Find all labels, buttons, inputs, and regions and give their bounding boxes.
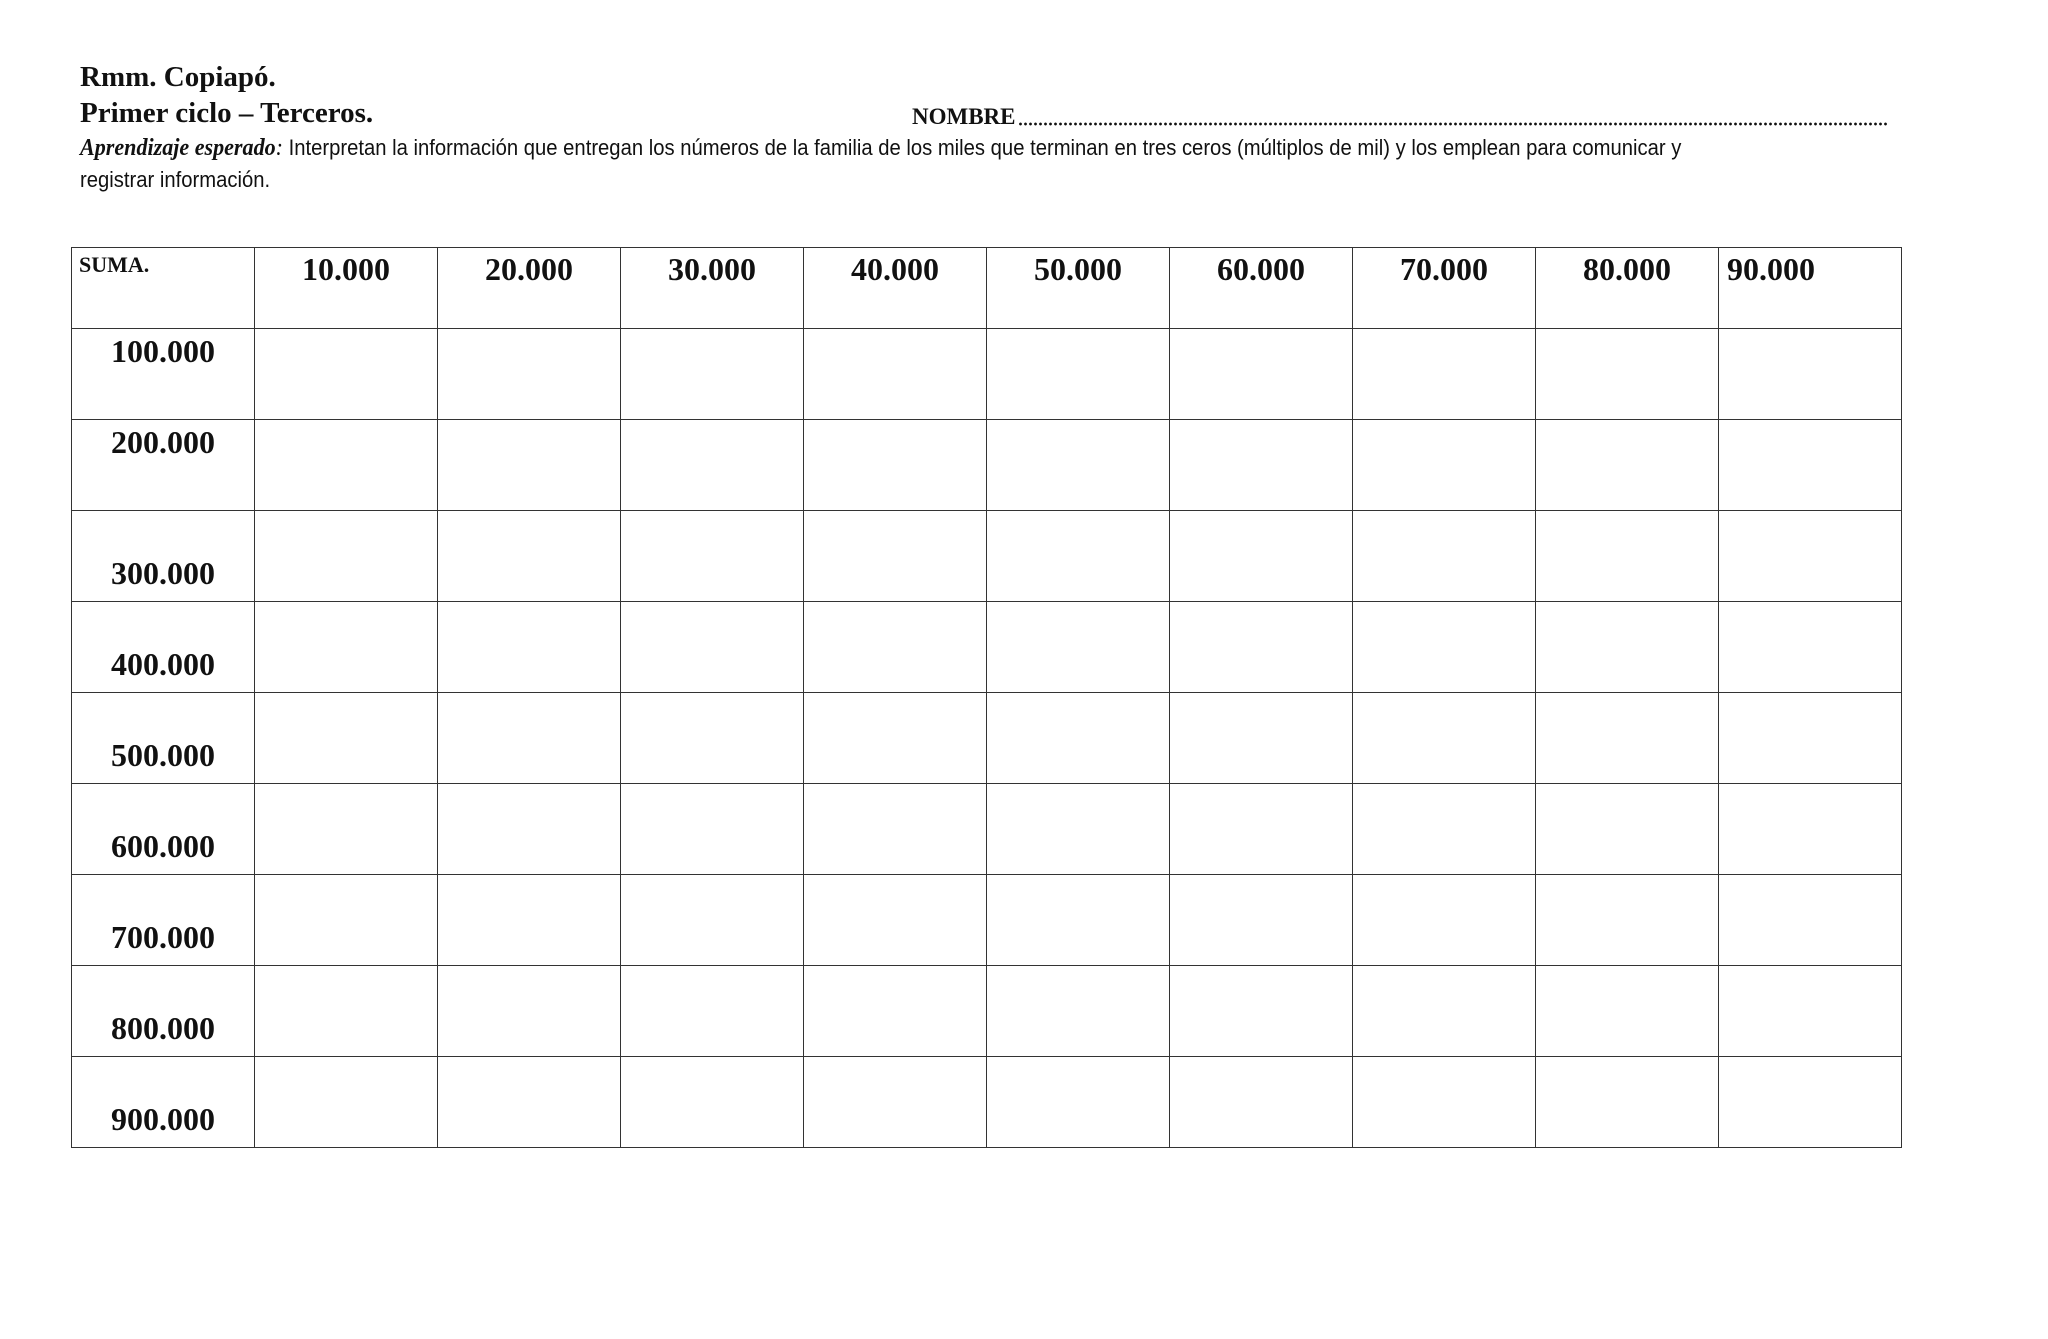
row-header-cell xyxy=(72,329,255,420)
answer-cell[interactable] xyxy=(1536,1057,1719,1148)
answer-cell[interactable] xyxy=(804,1057,987,1148)
answer-cell[interactable] xyxy=(1719,602,1902,693)
answer-cell[interactable] xyxy=(621,875,804,966)
table-header-row xyxy=(72,248,1902,329)
answer-cell[interactable] xyxy=(1353,511,1536,602)
answer-cell[interactable] xyxy=(987,875,1170,966)
answer-cell[interactable] xyxy=(621,329,804,420)
answer-cell[interactable] xyxy=(255,329,438,420)
row-header: 400.000 xyxy=(111,646,215,682)
school-name: Rmm. Copiapó. xyxy=(80,61,276,93)
answer-cell[interactable] xyxy=(987,420,1170,511)
answer-cell[interactable] xyxy=(1170,329,1353,420)
column-header-cell xyxy=(255,248,438,329)
column-header-cell xyxy=(1170,248,1353,329)
row-header: 500.000 xyxy=(111,737,215,773)
answer-cell[interactable] xyxy=(1353,1057,1536,1148)
column-header: 70.000 xyxy=(1400,251,1488,287)
table-row xyxy=(72,1057,1902,1148)
answer-cell[interactable] xyxy=(1170,602,1353,693)
answer-cell[interactable] xyxy=(804,784,987,875)
row-header-cell xyxy=(72,420,255,511)
answer-cell[interactable] xyxy=(1536,784,1719,875)
row-header: 200.000 xyxy=(111,424,215,460)
answer-cell[interactable] xyxy=(1719,693,1902,784)
table-row xyxy=(72,875,1902,966)
name-label: NOMBRE xyxy=(912,104,1016,129)
answer-cell[interactable] xyxy=(1719,329,1902,420)
answer-cell[interactable] xyxy=(621,511,804,602)
answer-cell[interactable] xyxy=(621,693,804,784)
answer-cell[interactable] xyxy=(1536,511,1719,602)
answer-cell[interactable] xyxy=(987,1057,1170,1148)
corner-label: SUMA. xyxy=(79,252,150,277)
row-header-cell xyxy=(72,693,255,784)
column-header: 40.000 xyxy=(851,251,939,287)
answer-cell[interactable] xyxy=(255,602,438,693)
answer-cell[interactable] xyxy=(438,420,621,511)
answer-cell[interactable] xyxy=(1353,329,1536,420)
answer-cell[interactable] xyxy=(1170,784,1353,875)
name-dotted-line xyxy=(1018,122,1889,126)
column-header-cell xyxy=(1536,248,1719,329)
answer-cell[interactable] xyxy=(1719,420,1902,511)
row-header-cell xyxy=(72,511,255,602)
answer-cell[interactable] xyxy=(804,420,987,511)
answer-cell[interactable] xyxy=(438,966,621,1057)
row-header: 100.000 xyxy=(111,333,215,369)
table-row xyxy=(72,511,1902,602)
answer-cell[interactable] xyxy=(1536,966,1719,1057)
answer-cell[interactable] xyxy=(1719,784,1902,875)
row-header: 600.000 xyxy=(111,828,215,864)
answer-cell[interactable] xyxy=(1536,420,1719,511)
answer-cell[interactable] xyxy=(1170,693,1353,784)
column-header-cell xyxy=(1719,248,1902,329)
answer-cell[interactable] xyxy=(438,875,621,966)
column-header-cell xyxy=(621,248,804,329)
row-header-cell xyxy=(72,966,255,1057)
answer-cell[interactable] xyxy=(1170,1057,1353,1148)
column-header: 10.000 xyxy=(302,251,390,287)
answer-cell[interactable] xyxy=(438,602,621,693)
answer-cell[interactable] xyxy=(987,602,1170,693)
row-header-cell xyxy=(72,784,255,875)
row-header: 300.000 xyxy=(111,555,215,591)
answer-cell[interactable] xyxy=(987,511,1170,602)
cycle-label: Primer ciclo – Terceros. xyxy=(80,97,374,129)
name-field[interactable] xyxy=(912,100,1888,130)
row-header: 900.000 xyxy=(111,1101,215,1137)
row-header-cell xyxy=(72,875,255,966)
answer-cell[interactable] xyxy=(1536,693,1719,784)
objective-label: Aprendizaje esperado xyxy=(80,135,276,161)
answer-cell[interactable] xyxy=(804,511,987,602)
learning-objective xyxy=(80,132,1699,195)
answer-cell[interactable] xyxy=(438,329,621,420)
table-row xyxy=(72,966,1902,1057)
answer-cell[interactable] xyxy=(438,1057,621,1148)
answer-cell[interactable] xyxy=(804,875,987,966)
column-header: 90.000 xyxy=(1727,251,1815,287)
column-header: 20.000 xyxy=(485,251,573,287)
answer-cell[interactable] xyxy=(1719,875,1902,966)
answer-cell[interactable] xyxy=(1353,966,1536,1057)
row-header: 800.000 xyxy=(111,1010,215,1046)
answer-cell[interactable] xyxy=(621,602,804,693)
answer-cell[interactable] xyxy=(804,602,987,693)
answer-cell[interactable] xyxy=(438,511,621,602)
column-header: 80.000 xyxy=(1583,251,1671,287)
answer-cell[interactable] xyxy=(987,966,1170,1057)
answer-cell[interactable] xyxy=(1170,966,1353,1057)
answer-cell[interactable] xyxy=(804,966,987,1057)
answer-cell[interactable] xyxy=(255,966,438,1057)
answer-cell[interactable] xyxy=(1170,511,1353,602)
objective-colon: : xyxy=(275,135,284,161)
answer-cell[interactable] xyxy=(255,693,438,784)
answer-cell[interactable] xyxy=(1170,875,1353,966)
row-header-cell xyxy=(72,602,255,693)
answer-cell[interactable] xyxy=(1353,693,1536,784)
answer-cell[interactable] xyxy=(987,693,1170,784)
answer-cell[interactable] xyxy=(987,329,1170,420)
answer-cell[interactable] xyxy=(255,784,438,875)
column-header: 30.000 xyxy=(668,251,756,287)
answer-cell[interactable] xyxy=(1719,966,1902,1057)
answer-cell[interactable] xyxy=(1170,420,1353,511)
answer-cell[interactable] xyxy=(621,784,804,875)
answer-cell[interactable] xyxy=(1536,329,1719,420)
column-header: 60.000 xyxy=(1217,251,1305,287)
answer-cell[interactable] xyxy=(255,420,438,511)
objective-text: Interpretan la información que entregan los números de la familia de los miles que terminan en tres ceros (múltiplos de mil) y los emplean para comunicar y registrar información. xyxy=(80,135,1682,192)
answer-cell[interactable] xyxy=(1353,784,1536,875)
table-row xyxy=(72,784,1902,875)
column-header-cell xyxy=(987,248,1170,329)
column-header: 50.000 xyxy=(1034,251,1122,287)
table-row xyxy=(72,602,1902,693)
answer-cell[interactable] xyxy=(804,693,987,784)
answer-cell[interactable] xyxy=(1719,1057,1902,1148)
answer-cell[interactable] xyxy=(804,329,987,420)
table-row xyxy=(72,693,1902,784)
column-header-cell xyxy=(438,248,621,329)
answer-cell[interactable] xyxy=(1353,420,1536,511)
answer-cell[interactable] xyxy=(255,1057,438,1148)
answer-cell[interactable] xyxy=(1536,602,1719,693)
answer-cell[interactable] xyxy=(987,784,1170,875)
row-header: 700.000 xyxy=(111,919,215,955)
column-header-cell xyxy=(1353,248,1536,329)
answer-cell[interactable] xyxy=(1536,875,1719,966)
table-row xyxy=(72,420,1902,511)
addition-table xyxy=(71,247,1902,1148)
answer-cell[interactable] xyxy=(255,875,438,966)
row-header-cell xyxy=(72,1057,255,1148)
column-header-cell xyxy=(804,248,987,329)
corner-cell xyxy=(72,248,255,329)
answer-cell[interactable] xyxy=(255,511,438,602)
answer-cell[interactable] xyxy=(621,1057,804,1148)
answer-cell[interactable] xyxy=(438,693,621,784)
answer-cell[interactable] xyxy=(438,784,621,875)
answer-cell[interactable] xyxy=(1353,602,1536,693)
answer-cell[interactable] xyxy=(621,420,804,511)
answer-cell[interactable] xyxy=(1353,875,1536,966)
table-row xyxy=(72,329,1902,420)
answer-cell[interactable] xyxy=(1719,511,1902,602)
answer-cell[interactable] xyxy=(621,966,804,1057)
